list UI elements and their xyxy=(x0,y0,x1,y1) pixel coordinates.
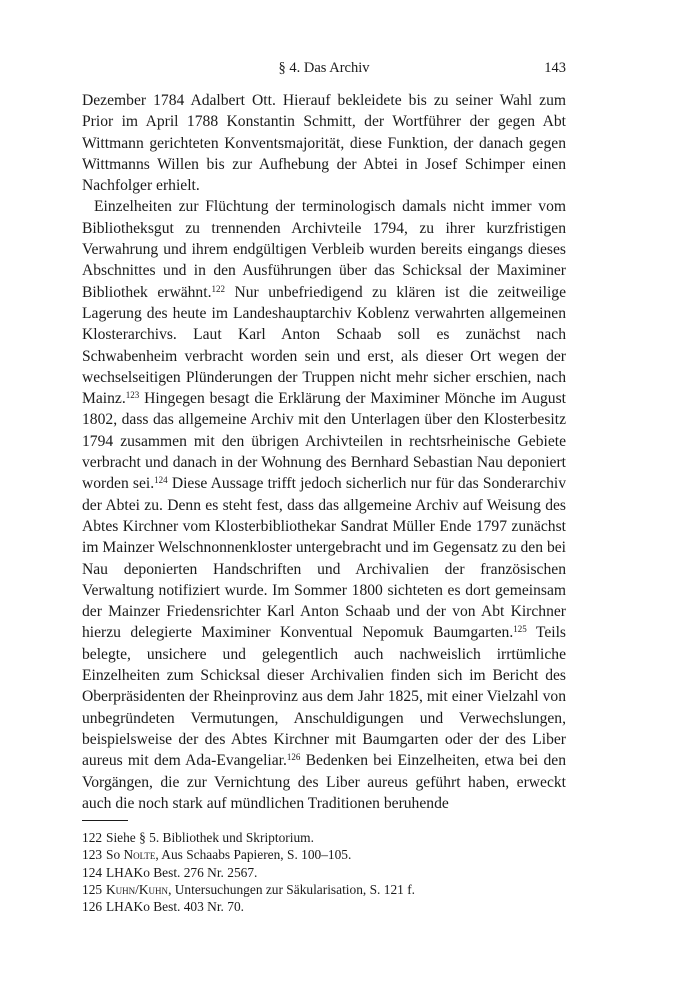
footnote xyxy=(82,898,566,915)
footnote-ref-126: 126 xyxy=(286,752,301,763)
paragraph-2: Einzelheiten zur Flüchtung der terminologisch damals nicht immer vom Bibliotheksgut zu trennenden Archivteile 1794, zu ihrer kurzfristigen Verwahrung und ihrem endgültigen Verbleib wurden bereits eingangs dieses Abschnittes und in den Ausführungen über das Schicksal der Maximiner Bibliothek erwähnt.$^{122}$ Nur unbefriedigend zu klären ist die zeitweilige Lagerung des heute im Landeshauptarchiv Koblenz verwahrten allgemeinen Klosterarchivs. Laut Karl Anton Schaab soll es zunächst nach Schwabenheim verbracht worden sein und erst, als dieser Ort wegen der wechselseitigen Plünderungen der Truppen nicht mehr sicher erschien, nach Mainz.$^{123}$ Hingegen besagt die Erklärung der Maximiner Mönche im August 1802, dass das allgemeine Archiv mit den Unterlagen über den Klosterbesitz 1794 zusammen mit den übrigen Archivteilen in rechtsrheinische Gebiete verbracht und danach in der Wohnung des Bernhard Sebastian Nau deponiert worden sei.$^{124}$ Diese Aussage trifft jedoch sicherlich nur für das Sonderarchiv der Abtei zu. Denn es steht fest, dass das allgemeine Archiv auf Weisung des Abtes Kirchner vom Klosterbibliothekar Sandrat Müller Ende 1797 zunächst im Mainzer Welschnonnenkloster untergebracht und im Gegensatz zu den bei Nau deponierten Handschriften und Archivalien der französischen Verwaltung notifiziert wurde. Im Sommer 1800 sichteten es dort gemeinsam der Mainzer Friedensrichter Karl Anton Schaab und der von Abt Kirchner hierzu delegierte Maximiner Konventual Nepomuk Baumgarten.$^{125}$ Teils belegte, unsichere und gelegentlich auch nachweislich irrtümliche Einzelheiten zum Schicksal dieser Archivalien finden sich im Bericht des Oberpräsidenten der Rheinprovinz aus dem Jahr 1825, mit einer Vielzahl von unbegründeten Vermutungen, Anschuldigungen und Verwechslungen, beispielsweise der des Abtes Kirchner mit Baumgarten oder der des Liber aureus mit dem Ada-Evangeliar.$^{126}$ Bedenken bei Einzelheiten, etwa bei den Vorgängen, die zur Vernichtung des Liber aureus geführt haben, erweckt auch die noch stark auf mündlichen Traditionen beruhende xyxy=(82,198,566,812)
footnote-ref-123: 123 xyxy=(125,390,140,401)
author-name: Kuhn/Kuhn xyxy=(106,881,169,897)
footnote xyxy=(82,846,566,863)
author-name: Nolte xyxy=(123,847,156,863)
footnote xyxy=(82,829,566,846)
footnote-number: 126 xyxy=(82,899,103,915)
page xyxy=(82,60,566,916)
footnote-text: LHAKo Best. 276 Nr. 2567. xyxy=(106,864,258,880)
footnote-number: 122 xyxy=(82,830,103,846)
footnote-text: LHAKo Best. 403 Nr. 70. xyxy=(106,899,244,915)
footnote-number: 123 xyxy=(82,847,103,863)
footnote-text: Siehe § 5. Bibliothek und Skriptorium. xyxy=(106,830,314,846)
footnote-text: So Nolte, Aus Schaabs Papieren, S. 100–105. xyxy=(106,847,352,863)
footnote-ref-125: 125 xyxy=(513,624,527,635)
running-head xyxy=(82,60,566,82)
footnote xyxy=(82,881,566,898)
footnote-divider xyxy=(82,820,128,821)
footnotes xyxy=(82,829,566,915)
footnote xyxy=(82,864,566,881)
footnote-number: 125 xyxy=(82,881,103,897)
running-head-section: § 4. Das Archiv xyxy=(278,60,370,76)
footnote-ref-122: 122 xyxy=(211,283,225,294)
footnote-text: Kuhn/Kuhn, Untersuchungen zur Säkularisation, S. 121 f. xyxy=(106,881,415,897)
page-number: 143 xyxy=(544,60,566,76)
body-text xyxy=(82,90,566,814)
paragraph-1: Dezember 1784 Adalbert Ott. Hierauf bekleidete bis zu seiner Wahl zum Prior im April 1788 Konstantin Schmitt, der Wortführer der gegen Abt Wittmann gerichteten Konventsmajorität, diese Funktion, der danach gegen Wittmanns Willen bis zur Aufhebung der Abtei in Josef Schimper einen Nachfolger erhielt. xyxy=(82,92,566,195)
footnote-ref-124: 124 xyxy=(154,475,168,486)
footnote-number: 124 xyxy=(82,864,103,880)
